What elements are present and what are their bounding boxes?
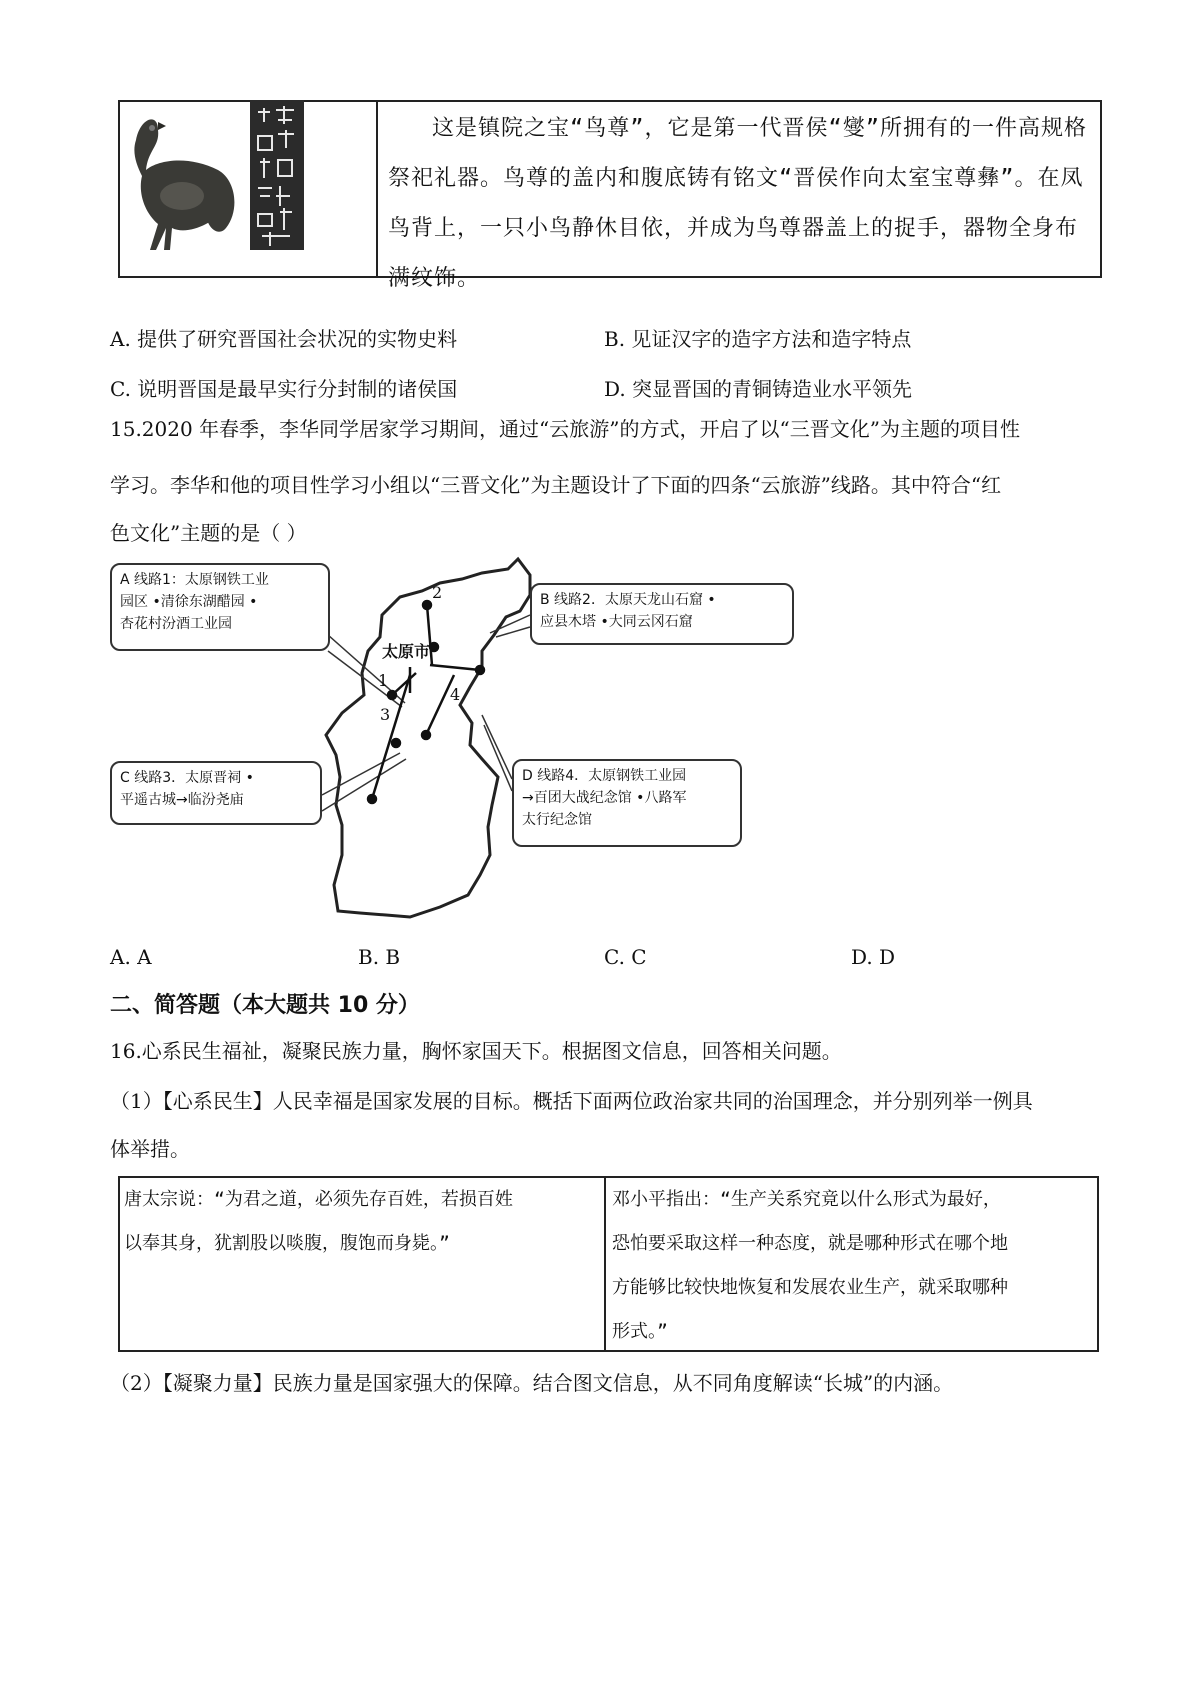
- q16-sub2: （2）【凝聚力量】民族力量是国家强大的保障。结合图文信息，从不同角度解读“长城”的内涵。: [110, 1371, 954, 1395]
- quote-left-line2: 以奉其身，犹割股以啖腹，腹饱而身毙。”: [124, 1233, 450, 1254]
- q16-stem: 16.心系民生福祉，凝聚民族力量，胸怀家国天下。根据图文信息，回答相关问题。: [110, 1039, 842, 1063]
- route-box-b: [530, 583, 794, 645]
- quote-left-line1: 唐太宗说：“为君之道，必须先存百姓，若损百姓: [124, 1189, 513, 1210]
- q14-option-c[interactable]: C. 说明晋国是最早实行分封制的诸侯国: [110, 377, 458, 401]
- bronze-inscription-rubbing-icon: [250, 100, 304, 250]
- q15-stem-line2: 学习。李华和他的项目性学习小组以“三晋文化”为主题设计了下面的四条“云旅游”线路。其中符合“红: [110, 473, 1002, 497]
- bird-zun-bronze-icon: [118, 100, 374, 276]
- q14-option-d[interactable]: D. 突显晋国的青铜铸造业水平领先: [604, 377, 913, 401]
- q16-sub1-line1: （1）【心系民生】人民幸福是国家发展的目标。概括下面两位政治家共同的治国理念，并分别列举一例具: [110, 1089, 1033, 1113]
- q15-option-a[interactable]: A. A: [110, 945, 152, 969]
- route-d-line1: D 线路4．太原钢铁工业园: [522, 768, 687, 784]
- q14-image-cell: [118, 100, 378, 278]
- route-d-line3: 太行纪念馆: [522, 812, 592, 828]
- route-a-line3: 杏花村汾酒工业园: [120, 616, 232, 632]
- q16-table-divider: [604, 1176, 606, 1352]
- q15-option-c[interactable]: C. C: [604, 945, 647, 969]
- route-marker-4: 4: [450, 685, 461, 704]
- taiyuan-city-label: 太原市: [382, 642, 431, 661]
- route-box-d: [512, 759, 742, 847]
- route-box-c: [110, 761, 322, 825]
- quote-right-line3: 方能够比较快地恢复和发展农业生产，就采取哪种: [612, 1277, 1008, 1298]
- route-c-line1: C 线路3．太原晋祠 •: [120, 770, 254, 786]
- route-marker-2: 2: [432, 583, 443, 602]
- route-marker-1: 1: [378, 671, 389, 690]
- q16-quote-taizong: [124, 1178, 598, 1266]
- route-b-line2: 应县木塔 •大同云冈石窟: [540, 614, 693, 630]
- quote-right-line4: 形式。”: [612, 1321, 668, 1342]
- q15-option-b[interactable]: B. B: [358, 945, 401, 969]
- quote-right-line1: 邓小平指出：“生产关系究竟以什么形式为最好，: [612, 1189, 1001, 1210]
- q14-option-a[interactable]: A. 提供了研究晋国社会状况的实物史料: [110, 327, 458, 351]
- route-box-a: [110, 563, 330, 651]
- q14-description: 这是镇院之宝“鸟尊”，它是第一代晋侯“燮”所拥有的一件高规格祭祀礼器。鸟尊的盖内和腹底铸有铭文“晋侯作向太室宝尊彝”。在凤鸟背上，一只小鸟静休目依，并成为鸟尊器盖上的捉手，器物全身布满纹饰。: [388, 116, 1087, 291]
- route-marker-3: 3: [380, 705, 391, 724]
- q16-quote-deng: [612, 1178, 1094, 1354]
- route-c-line2: 平遥古城→临汾尧庙: [120, 792, 244, 808]
- q14-option-b[interactable]: B. 见证汉字的造字方法和造字特点: [604, 327, 912, 351]
- q16-sub1-line2: 体举措。: [110, 1137, 190, 1161]
- section-heading: 二、简答题（本大题共 10 分）: [110, 993, 420, 1018]
- q15-route-map: [110, 555, 810, 925]
- route-b-line1: B 线路2．太原天龙山石窟 •: [540, 592, 716, 608]
- quote-right-line2: 恐怕要采取这样一种态度，就是哪种形式在哪个地: [612, 1233, 1008, 1254]
- q15-stem-line1: 15.2020 年春季，李华同学居家学习期间，通过“云旅游”的方式，开启了以“三晋文化”为主题的项目性: [110, 417, 1020, 441]
- q15-option-d[interactable]: D. D: [851, 945, 896, 969]
- route-a-line1: A 线路1：太原钢铁工业: [120, 572, 269, 588]
- route-a-line2: 园区 •清徐东湖醋园 •: [120, 594, 258, 610]
- route-d-line2: →百团大战纪念馆 •八路军: [522, 790, 687, 806]
- q15-stem-line3: 色文化”主题的是（ ）: [110, 521, 307, 545]
